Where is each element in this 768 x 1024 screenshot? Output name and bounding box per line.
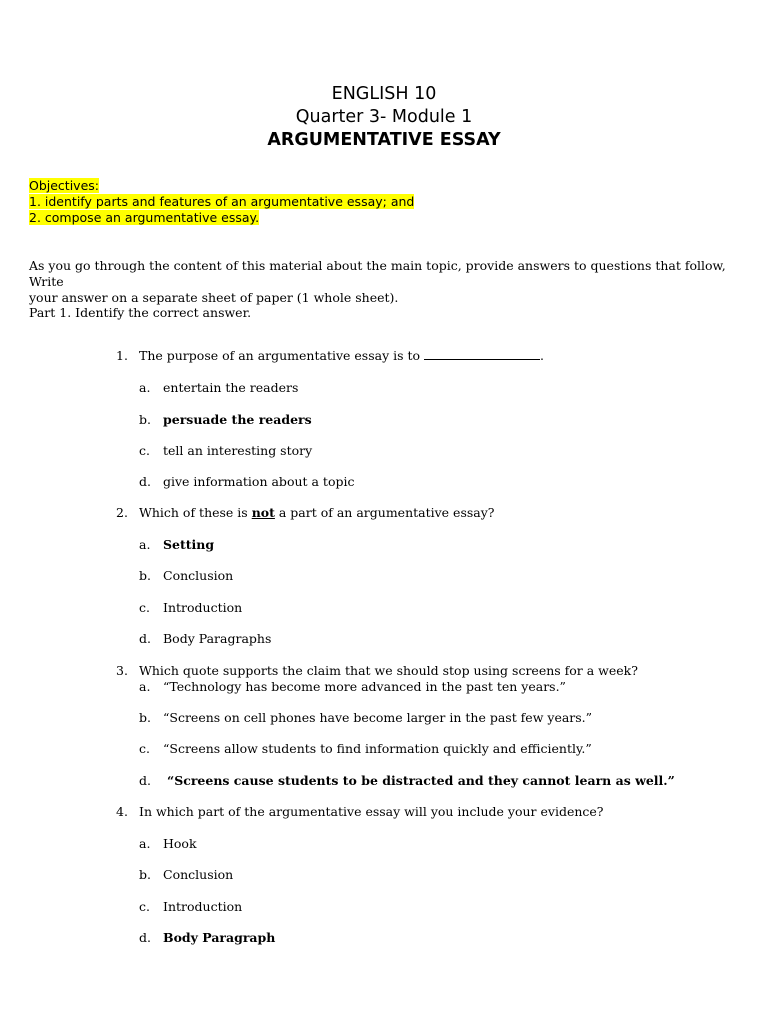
question-text: Which of these is not a part of an argumentative essay? (139, 505, 495, 520)
part-heading: Part 1. Identify the correct answer. (29, 305, 252, 320)
module-title: Quarter 3- Module 1 (295, 107, 473, 127)
title-block (0, 83, 768, 152)
question-text: Which quote supports the claim that we should stop using screens for a week? (139, 663, 638, 678)
question-text: In which part of the argumentative essay will you include your evidence? (139, 804, 604, 819)
question-text: The purpose of an argumentative essay is to . (139, 348, 545, 363)
emphasis-word: not (251, 505, 275, 520)
objectives-block (29, 178, 414, 226)
document-page: ENGLISH 10 Quarter 3- Module 1 ARGUMENTATIVE ESSAY Objectives: 1. identify parts and features of an argumentative essay; and 2. compose an argumentative essay. As you go through the content of this material about the main topic, provide answers to questions that follow, Write your answer on a separate sheet of paper (1 whole sheet). Part 1. Identify the correct answer. 1. The purpose of an argumentative essay is to . a. entertain the readers b. persuade the readers c. tell an interesting story d. give information about a topic 2. Which of these is not a part of an argumentative essay? a. Setting b. Conclusion c. Introduction d. Body Paragraphs 3. Which quote supports the claim that we should stop using screens for a week? a. “Technology has become more advanced in the past ten years.” b. “Screens on cell phones have become larger in the past few years.” c. “Screens allow students to find information quickly and efficiently.” d. “Screens cause students to be distracted and they cannot learn as well.” 4. In which part of the argumentative essay will you include your evidence? a. Hook b. Conclusion c. Introduction d. Body Paragraph (0, 0, 768, 1024)
instructions-line: your answer on a separate sheet of paper (1 whole sheet). (29, 290, 399, 305)
objective-item: 2. compose an argumentative essay. (29, 210, 260, 225)
instructions-paragraph (29, 258, 741, 306)
question-number: 2. (116, 505, 128, 520)
instructions-line: As you go through the content of this material about the main topic, provide answers to questions that follow, Write (29, 258, 726, 289)
question-number: 4. (116, 804, 128, 819)
course-title: ENGLISH 10 (331, 84, 437, 104)
objectives-heading: Objectives: (29, 178, 99, 193)
topic-title: ARGUMENTATIVE ESSAY (267, 130, 501, 150)
question-number: 3. (116, 663, 128, 678)
question-number: 1. (116, 348, 128, 363)
answer-blank (424, 348, 540, 360)
objective-item: 1. identify parts and features of an argumentative essay; and (29, 194, 415, 209)
